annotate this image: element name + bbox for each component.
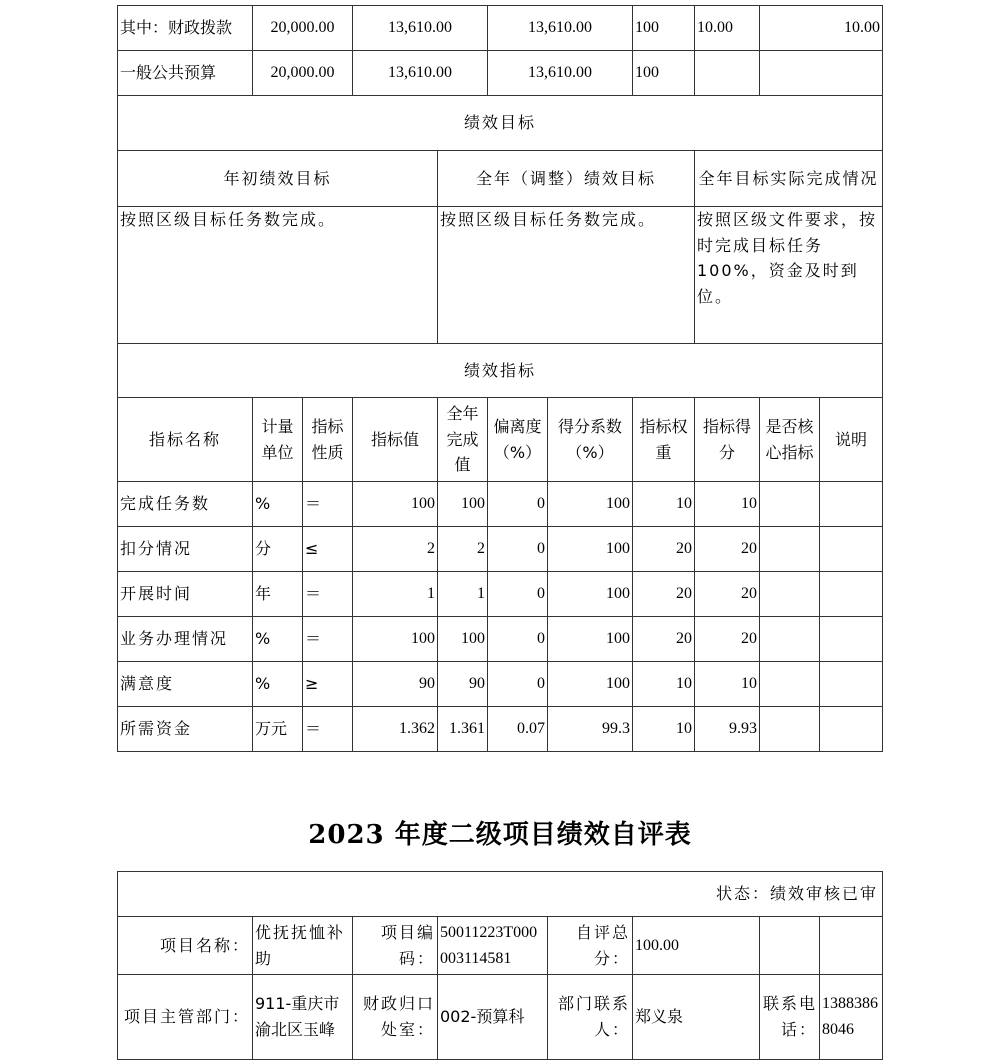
indicator-notes xyxy=(820,662,883,707)
indicator-coefficient: 100 xyxy=(548,527,633,572)
header-unit: 计量单位 xyxy=(253,398,303,482)
indicator-deviation: 0.07 xyxy=(488,707,548,752)
indicator-target: 1 xyxy=(353,572,438,617)
funding-value: 20,000.00 xyxy=(253,6,353,51)
header-coefficient: 得分系数（%） xyxy=(548,398,633,482)
indicator-row xyxy=(118,707,883,752)
header-notes: 说明 xyxy=(820,398,883,482)
dept-value: 911-重庆市渝北区玉峰 xyxy=(253,975,353,1060)
empty-cell xyxy=(820,917,883,975)
indicator-score: 9.93 xyxy=(695,707,760,752)
project-row xyxy=(118,917,883,975)
performance-table xyxy=(117,5,883,752)
indicator-deviation: 0 xyxy=(488,617,548,662)
indicators-section-row xyxy=(118,344,883,398)
indicator-notes xyxy=(820,527,883,572)
empty-cell xyxy=(760,917,820,975)
indicator-coefficient: 100 xyxy=(548,482,633,527)
project-code-label: 项目编码： xyxy=(353,917,438,975)
indicator-row xyxy=(118,662,883,707)
indicator-name: 所需资金 xyxy=(118,707,253,752)
indicator-coefficient: 99.3 xyxy=(548,707,633,752)
goals-section-title: 绩效目标 xyxy=(118,96,883,151)
funding-value: 13,610.00 xyxy=(488,51,633,96)
header-core: 是否核心指标 xyxy=(760,398,820,482)
funding-value: 100 xyxy=(633,6,695,51)
indicator-unit: 万元 xyxy=(253,707,303,752)
contact-value: 郑义泉 xyxy=(633,975,760,1060)
indicator-deviation: 0 xyxy=(488,572,548,617)
indicator-weight: 20 xyxy=(633,572,695,617)
indicator-nature: ＝ xyxy=(303,482,353,527)
goals-content-row xyxy=(118,207,883,344)
header-deviation: 偏离度（%） xyxy=(488,398,548,482)
indicator-notes xyxy=(820,572,883,617)
project-info-table xyxy=(117,871,883,1060)
self-score-label: 自评总分： xyxy=(548,917,633,975)
indicator-target: 100 xyxy=(353,482,438,527)
contact-label: 部门联系人： xyxy=(548,975,633,1060)
indicator-coefficient: 100 xyxy=(548,572,633,617)
funding-value: 10.00 xyxy=(760,6,883,51)
indicator-name: 满意度 xyxy=(118,662,253,707)
funding-row xyxy=(118,51,883,96)
goals-header-actual: 全年目标实际完成情况 xyxy=(695,151,883,207)
indicator-core xyxy=(760,707,820,752)
funding-value: 100 xyxy=(633,51,695,96)
indicator-coefficient: 100 xyxy=(548,662,633,707)
goals-section-row xyxy=(118,96,883,151)
indicator-target: 2 xyxy=(353,527,438,572)
indicator-actual: 100 xyxy=(438,482,488,527)
indicator-unit: 年 xyxy=(253,572,303,617)
indicator-unit: % xyxy=(253,482,303,527)
indicator-row xyxy=(118,572,883,617)
indicators-header-row xyxy=(118,398,883,482)
indicator-name: 完成任务数 xyxy=(118,482,253,527)
indicator-core xyxy=(760,572,820,617)
indicator-deviation: 0 xyxy=(488,482,548,527)
indicator-score: 10 xyxy=(695,662,760,707)
status-text: 状态：绩效审核已审 xyxy=(118,872,883,917)
project-code-value: 50011223T000003114581 xyxy=(438,917,548,975)
indicator-weight: 20 xyxy=(633,617,695,662)
goal-actual-text: 按照区级文件要求，按时完成目标任务100%，资金及时到位。 xyxy=(695,207,883,344)
funding-value xyxy=(695,51,760,96)
indicator-notes xyxy=(820,617,883,662)
funding-label: 一般公共预算 xyxy=(118,51,253,96)
form-title: 2023 年度二级项目绩效自评表 xyxy=(308,820,692,850)
header-nature: 指标性质 xyxy=(303,398,353,482)
indicator-score: 10 xyxy=(695,482,760,527)
indicator-nature: ≤ xyxy=(303,527,353,572)
project-name-value: 优抚抚恤补助 xyxy=(253,917,353,975)
funding-value: 13,610.00 xyxy=(353,6,488,51)
funding-value: 13,610.00 xyxy=(353,51,488,96)
indicator-row xyxy=(118,527,883,572)
goals-header-initial: 年初绩效目标 xyxy=(118,151,438,207)
funding-value: 10.00 xyxy=(695,6,760,51)
phone-value: 13883868046 xyxy=(820,975,883,1060)
indicator-coefficient: 100 xyxy=(548,617,633,662)
funding-value: 20,000.00 xyxy=(253,51,353,96)
indicator-deviation: 0 xyxy=(488,662,548,707)
funding-label: 其中：财政拨款 xyxy=(118,6,253,51)
indicator-score: 20 xyxy=(695,527,760,572)
indicator-name: 开展时间 xyxy=(118,572,253,617)
header-weight: 指标权重 xyxy=(633,398,695,482)
department-row xyxy=(118,975,883,1060)
indicators-section-title: 绩效指标 xyxy=(118,344,883,398)
goal-initial-text: 按照区级目标任务数完成。 xyxy=(118,207,438,344)
indicator-nature: ＝ xyxy=(303,617,353,662)
project-name-label: 项目名称： xyxy=(118,917,253,975)
indicator-nature: ＝ xyxy=(303,707,353,752)
indicator-actual: 1.361 xyxy=(438,707,488,752)
indicator-deviation: 0 xyxy=(488,527,548,572)
indicator-weight: 10 xyxy=(633,707,695,752)
indicator-score: 20 xyxy=(695,572,760,617)
indicator-unit: % xyxy=(253,662,303,707)
indicator-name: 业务办理情况 xyxy=(118,617,253,662)
header-score: 指标得分 xyxy=(695,398,760,482)
indicator-nature: ＝ xyxy=(303,572,353,617)
funding-value xyxy=(760,51,883,96)
funding-row xyxy=(118,6,883,51)
finance-office-value: 002-预算科 xyxy=(438,975,548,1060)
goals-header-adjusted: 全年（调整）绩效目标 xyxy=(438,151,695,207)
indicator-unit: % xyxy=(253,617,303,662)
indicator-unit: 分 xyxy=(253,527,303,572)
header-actual: 全年完成值 xyxy=(438,398,488,482)
indicator-weight: 10 xyxy=(633,662,695,707)
indicator-actual: 90 xyxy=(438,662,488,707)
indicator-name: 扣分情况 xyxy=(118,527,253,572)
status-row xyxy=(118,872,883,917)
goal-adjusted-text: 按照区级目标任务数完成。 xyxy=(438,207,695,344)
header-indicator-name: 指标名称 xyxy=(118,398,253,482)
funding-value: 13,610.00 xyxy=(488,6,633,51)
phone-label: 联系电话： xyxy=(760,975,820,1060)
indicator-nature: ≥ xyxy=(303,662,353,707)
indicator-row xyxy=(118,482,883,527)
goals-header-row xyxy=(118,151,883,207)
indicator-core xyxy=(760,527,820,572)
header-target: 指标值 xyxy=(353,398,438,482)
indicator-actual: 2 xyxy=(438,527,488,572)
indicator-row xyxy=(118,617,883,662)
indicator-notes xyxy=(820,482,883,527)
indicator-core xyxy=(760,617,820,662)
indicator-notes xyxy=(820,707,883,752)
dept-label: 项目主管部门： xyxy=(118,975,253,1060)
finance-office-label: 财政归口处室： xyxy=(353,975,438,1060)
indicator-core xyxy=(760,662,820,707)
indicator-score: 20 xyxy=(695,617,760,662)
indicator-actual: 1 xyxy=(438,572,488,617)
indicator-weight: 10 xyxy=(633,482,695,527)
indicator-actual: 100 xyxy=(438,617,488,662)
indicator-target: 90 xyxy=(353,662,438,707)
indicator-weight: 20 xyxy=(633,527,695,572)
indicator-core xyxy=(760,482,820,527)
self-score-value: 100.00 xyxy=(633,917,760,975)
indicator-target: 1.362 xyxy=(353,707,438,752)
indicator-target: 100 xyxy=(353,617,438,662)
